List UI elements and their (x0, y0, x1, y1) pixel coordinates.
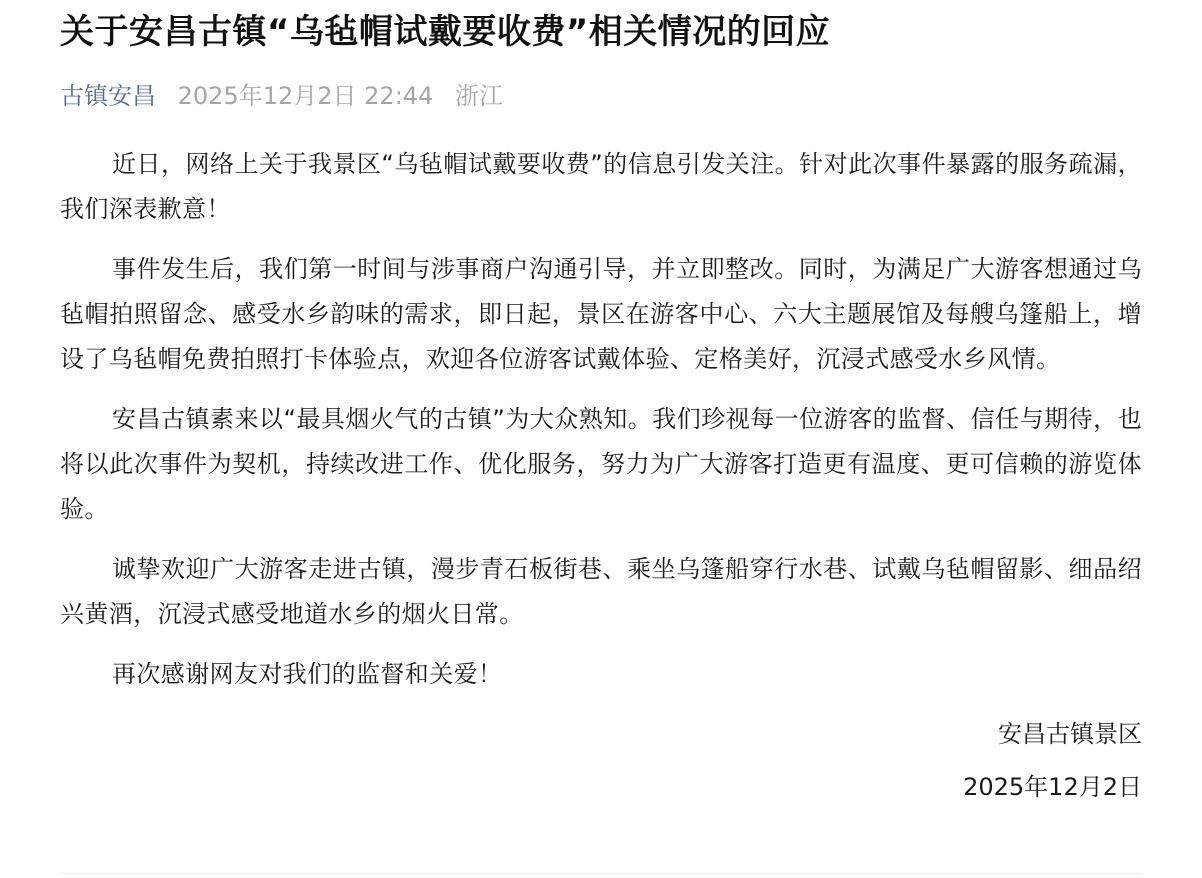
ip-region: 浙江 (454, 82, 503, 110)
publish-datetime: 2025年12月2日 22:44 (177, 82, 434, 110)
paragraph: 事件发生后，我们第一时间与涉事商户沟通引导，并立即整改。同时，为满足广大游客想通过乌毡帽拍照留念、感受水乡韵味的需求，即日起，景区在游客中心、六大主题展馆及每艘乌篷船上，增设了乌毡帽免费拍照打卡体验点，欢迎各位游客试戴体验、定格美好，沉浸式感受水乡风情。 (60, 255, 1142, 373)
article-title: 关于安昌古镇“乌毡帽试戴要收费”相关情况的回应 (60, 12, 831, 52)
source-account-link[interactable]: 古镇安昌 (60, 82, 156, 110)
article-meta (60, 78, 1142, 114)
paragraph: 诚挚欢迎广大游客走进古镇，漫步青石板街巷、乘坐乌篷船穿行水巷、试戴乌毡帽留影、细品绍兴黄酒，沉浸式感受地道水乡的烟火日常。 (60, 555, 1142, 628)
paragraph: 近日，网络上关于我景区“乌毡帽试戴要收费”的信息引发关注。针对此次事件暴露的服务疏漏，我们深表歉意！ (60, 150, 1142, 223)
bottom-divider (60, 873, 1142, 874)
paragraph: 再次感谢网友对我们的监督和关爱！ (112, 660, 503, 688)
paragraph: 安昌古镇素来以“最具烟火气的古镇”为大众熟知。我们珍视每一位游客的监督、信任与期待，也将以此次事件为契机，持续改进工作、优化服务，努力为广大游客打造更有温度、更可信赖的游览体验。 (60, 405, 1142, 523)
article-body (60, 142, 1142, 810)
signature-date: 2025年12月2日 (963, 773, 1142, 801)
article (60, 0, 1142, 810)
signature-organization: 安昌古镇景区 (998, 720, 1142, 748)
